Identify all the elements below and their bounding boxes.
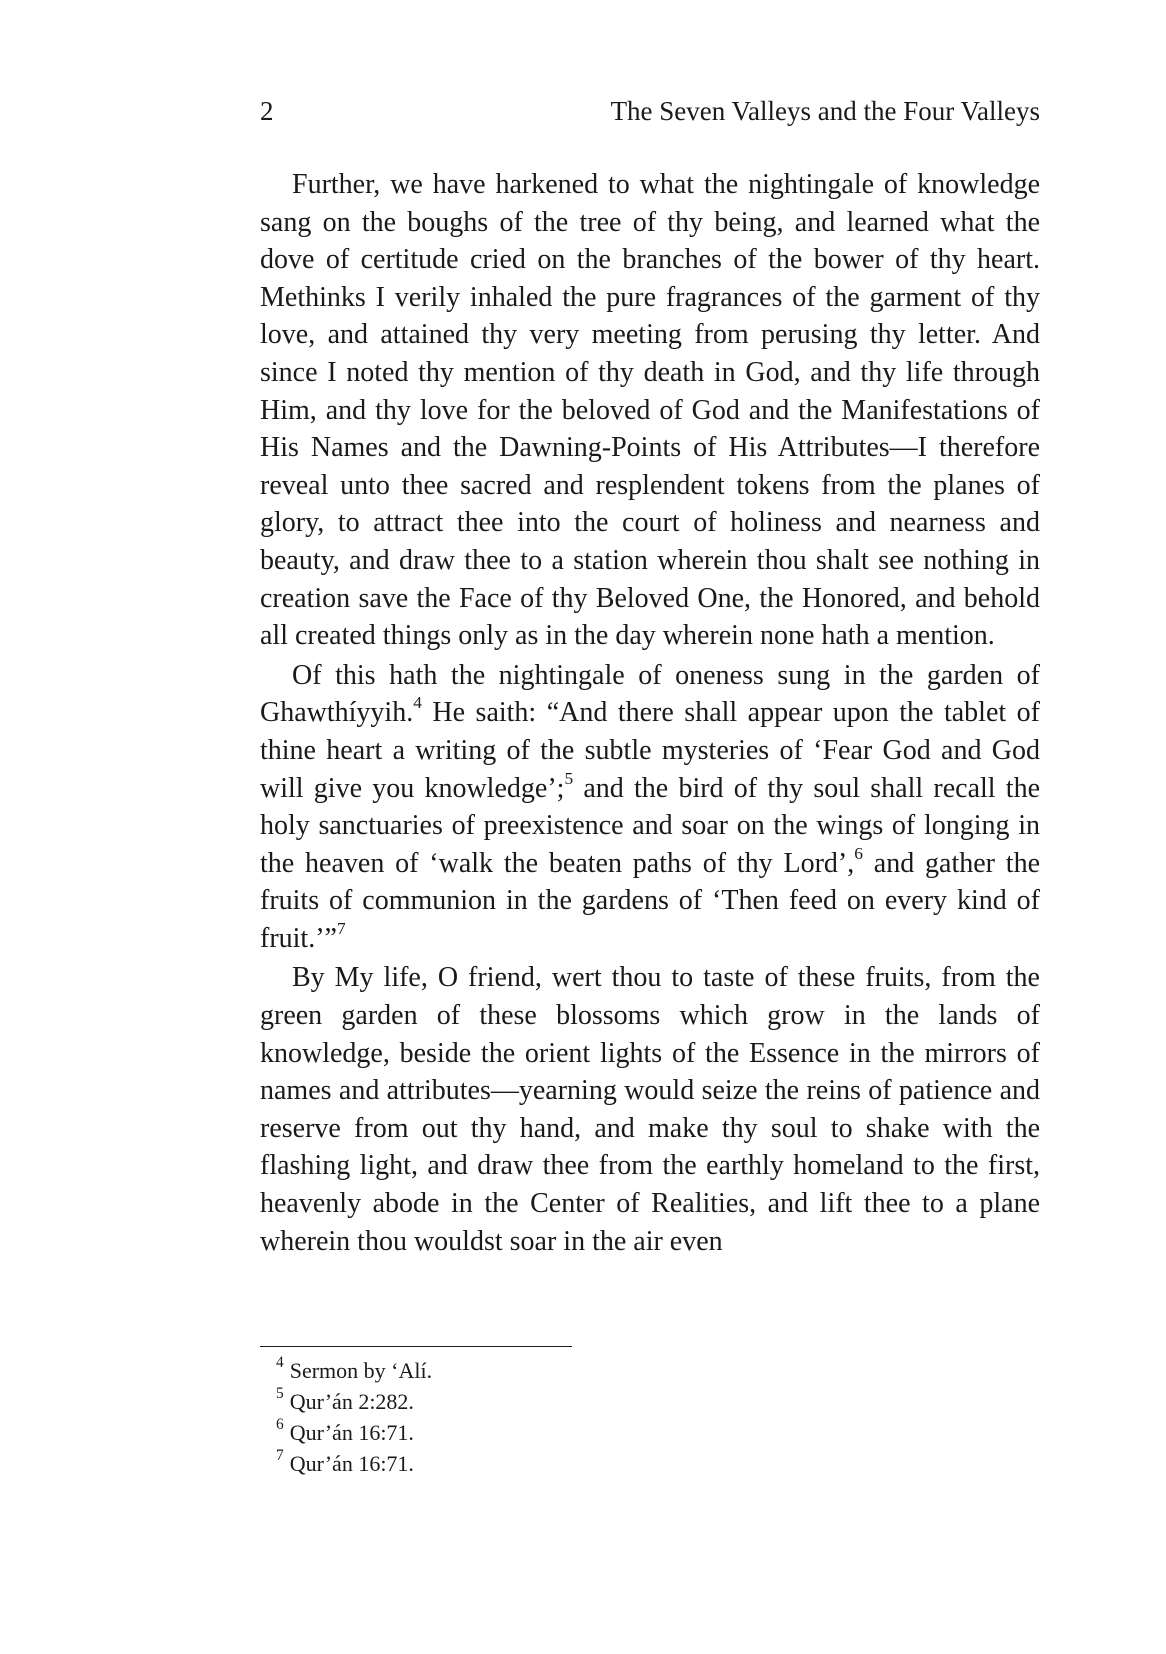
text-segment: Of this hath the nightingale of oneness sung in the garden of Ghawthíyyih.: [260, 659, 1040, 729]
footnote-ref-7[interactable]: 7: [336, 918, 346, 938]
footnote-divider: [260, 1346, 572, 1347]
page-number: 2: [260, 96, 274, 126]
footnotes: [260, 1346, 1040, 1479]
text-segment: He saith: “And there shall appear upon the tablet of thine heart a writing of the subtle mysteries of ‘Fear God and God will give you knowledge’;: [260, 697, 1040, 804]
page-content: [260, 94, 1040, 1260]
footnote-mark: 6: [276, 1416, 284, 1434]
body-text: [260, 166, 1040, 1260]
footnote-ref-4[interactable]: 4: [413, 693, 422, 713]
footnote-text: Qur’án 2:282.: [289, 1389, 414, 1414]
paragraph-1: [260, 166, 1040, 655]
footnote-4: [260, 1355, 1040, 1386]
paragraph-3: [260, 959, 1040, 1260]
footnote-ref-5[interactable]: 5: [564, 768, 574, 788]
text-segment: and the bird of thy soul shall recall the holy sanctuaries of preexistence and soar on the wings of longing in the heaven of ‘walk the beaten paths of thy Lord’,: [260, 772, 1040, 879]
paragraph-2: [260, 657, 1040, 958]
text-segment: and gather the fruits of communion in the gardens of ‘Then feed on every kind of fruit.’”: [260, 847, 1041, 954]
page-header: [260, 94, 1040, 128]
text-segment: Further, we have harkened to what the nightingale of knowledge sang on the boughs of the tree of thy being, and learned what the dove of certitude cried on the branches of the bower of thy heart. Methinks I verily inhaled the pure fragrances of the garment of thy love, and attained thy very meeting from perusing thy letter. And since I noted thy mention of thy death in God, and thy life through Him, and thy love for the beloved of God and the Manifestations of His Names and the Dawning-Points of His Attributes—I therefore reveal unto thee sacred and resplendent tokens from the planes of glory, to attract thee into the court of holiness and nearness and beauty, and draw thee to a station wherein thou shalt see nothing in creation save the Face of thy Beloved One, the Honored, and behold all created things only as in the day wherein none hath a mention.: [260, 169, 1040, 652]
footnote-mark: 4: [276, 1354, 284, 1372]
running-title: The Seven Valleys and the Four Valleys: [610, 96, 1040, 126]
text-segment: By My life, O friend, wert thou to taste of these fruits, from the green garden of these blossoms which grow in the lands of knowledge, beside the orient lights of the Essence in the mirrors of names and attributes—yearning would seize the reins of patience and reserve from out thy hand, and make thy soul to shake with the flashing light, and draw thee from the earthly homeland to the first, heavenly abode in the Center of Realities, and lift thee to a plane wherein thou wouldst soar in the air even: [260, 962, 1040, 1257]
footnote-text: Qur’án 16:71.: [289, 1451, 414, 1476]
footnote-text: Qur’án 16:71.: [289, 1420, 414, 1445]
footnote-6: [260, 1417, 1040, 1448]
footnote-mark: 7: [276, 1447, 284, 1465]
footnote-5: [260, 1386, 1040, 1417]
footnote-7: [260, 1448, 1040, 1479]
footnote-ref-6[interactable]: 6: [854, 843, 863, 863]
footnote-mark: 5: [276, 1385, 284, 1403]
footnote-text: Sermon by ‘Alí.: [289, 1358, 433, 1383]
